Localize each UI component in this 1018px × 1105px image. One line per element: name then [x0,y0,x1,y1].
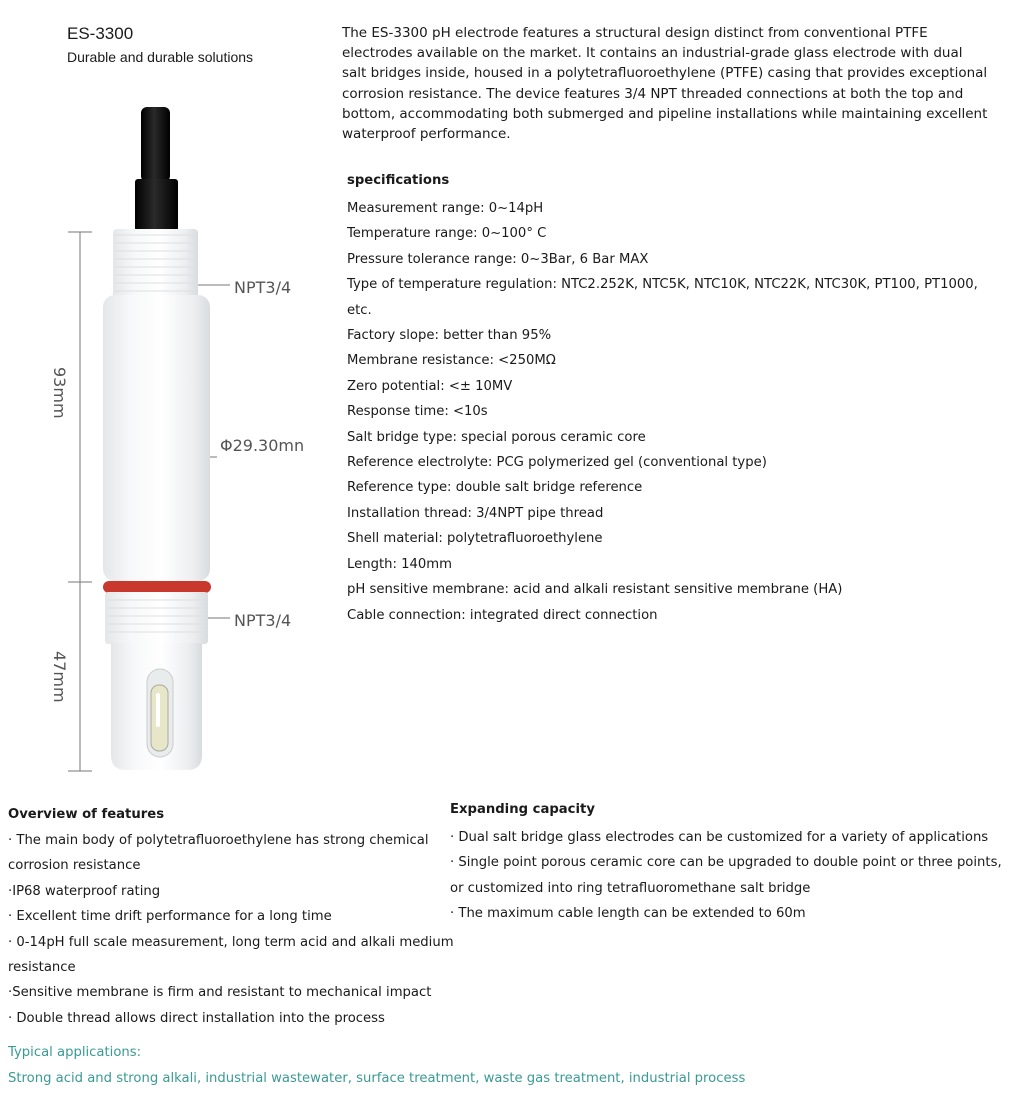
o-ring [103,581,211,593]
spec-item: Factory slope: better than 95% [347,328,552,344]
spec-item: Type of temperature regulation: NTC2.252K, NTC5K, NTC10K, NTC22K, NTC30K, PT100, PT1000, [347,277,978,293]
features-list [8,828,478,1031]
feature-line: ·Sensitive membrane is firm and resistant to mechanical impact [8,985,432,1001]
electrode-body [103,295,210,581]
spec-item: Installation thread: 3/4NPT pipe thread [347,505,604,521]
features-heading: Overview of features [8,807,165,822]
feature-line: ·IP68 waterproof rating [8,883,161,899]
product-subtitle: Durable and durable solutions [67,49,254,65]
label-thread-top: NPT3/4 [234,278,292,297]
spec-item: Reference type: double salt bridge reference [347,480,643,496]
specifications-list [347,196,1007,628]
electrode-diagram [40,95,340,785]
spec-item: Zero potential: <± 10MV [347,378,513,394]
spec-item: Salt bridge type: special porous ceramic core [347,429,646,445]
expanding-list [450,825,1018,927]
spec-item: Length: 140mm [347,556,452,572]
expanding-heading: Expanding capacity [450,802,595,817]
feature-line: resistance [8,960,76,976]
expanding-line: · Dual salt bridge glass electrodes can be customized for a variety of applications [450,830,989,845]
expanding-line: · Single point porous ceramic core can be upgraded to double point or three points, [450,855,1002,871]
spec-item: Reference electrolyte: PCG polymerized gel (conventional type) [347,455,767,471]
spec-item: Membrane resistance: <250MΩ [347,353,556,369]
intro-paragraph: The ES-3300 pH electrode features a structural design distinct from conventional PTFE electrodes available on the market. It contains an industrial-grade glass electrode with dual salt bridges inside, housed in a polytetrafluoroethylene (PTFE) casing that provides exceptional corrosion resistance. The device features 3/4 NPT threaded connections at both the top and bottom, accommodating both submerged and pipeline installations while maintaining excellent waterproof performance. [342,25,988,143]
product-title: ES-3300 [67,24,134,43]
expanding-line: · The maximum cable length can be extended to 60m [450,906,806,922]
spec-item: Response time: <10s [347,404,488,420]
applications-text: Strong acid and strong alkali, industrial wastewater, surface treatment, waste gas treatment, industrial process [8,1071,746,1086]
spec-item: Temperature range: 0~100° C [347,226,547,242]
label-length-lower: 47mm [50,651,69,703]
upper-thread [113,229,198,299]
feature-line: corrosion resistance [8,858,141,874]
spec-item: Cable connection: integrated direct connection [347,607,658,623]
specifications-heading: specifications [347,173,450,188]
spec-item: Pressure tolerance range: 0~3Bar, 6 Bar MAX [347,251,649,267]
expanding-line: or customized into ring tetrafluoromethane salt bridge [450,880,811,896]
expanding-section [450,800,1018,927]
spec-item: pH sensitive membrane: acid and alkali resistant sensitive membrane (HA) [347,582,843,598]
applications-heading: Typical applications: [8,1045,142,1060]
cable-gland [135,179,178,231]
spec-item: Measurement range: 0~14pH [347,201,544,216]
label-length-upper: 93mm [50,367,69,419]
specifications-section [347,171,1007,628]
feature-line: · 0-14pH full scale measurement, long term acid and alkali medium [8,934,454,950]
spec-item: Shell material: polytetrafluoroethylene [347,531,603,547]
label-diameter: Φ29.30mn [220,436,305,455]
feature-line: · The main body of polytetrafluoroethylene has strong chemical [8,833,429,848]
label-thread-bottom: NPT3/4 [234,611,292,630]
feature-line: · Double thread allows direct installation into the process [8,1010,385,1026]
cable [141,107,170,182]
feature-line: · Excellent time drift performance for a long time [8,909,332,925]
features-section [8,805,478,1031]
spec-item: etc. [347,302,372,318]
